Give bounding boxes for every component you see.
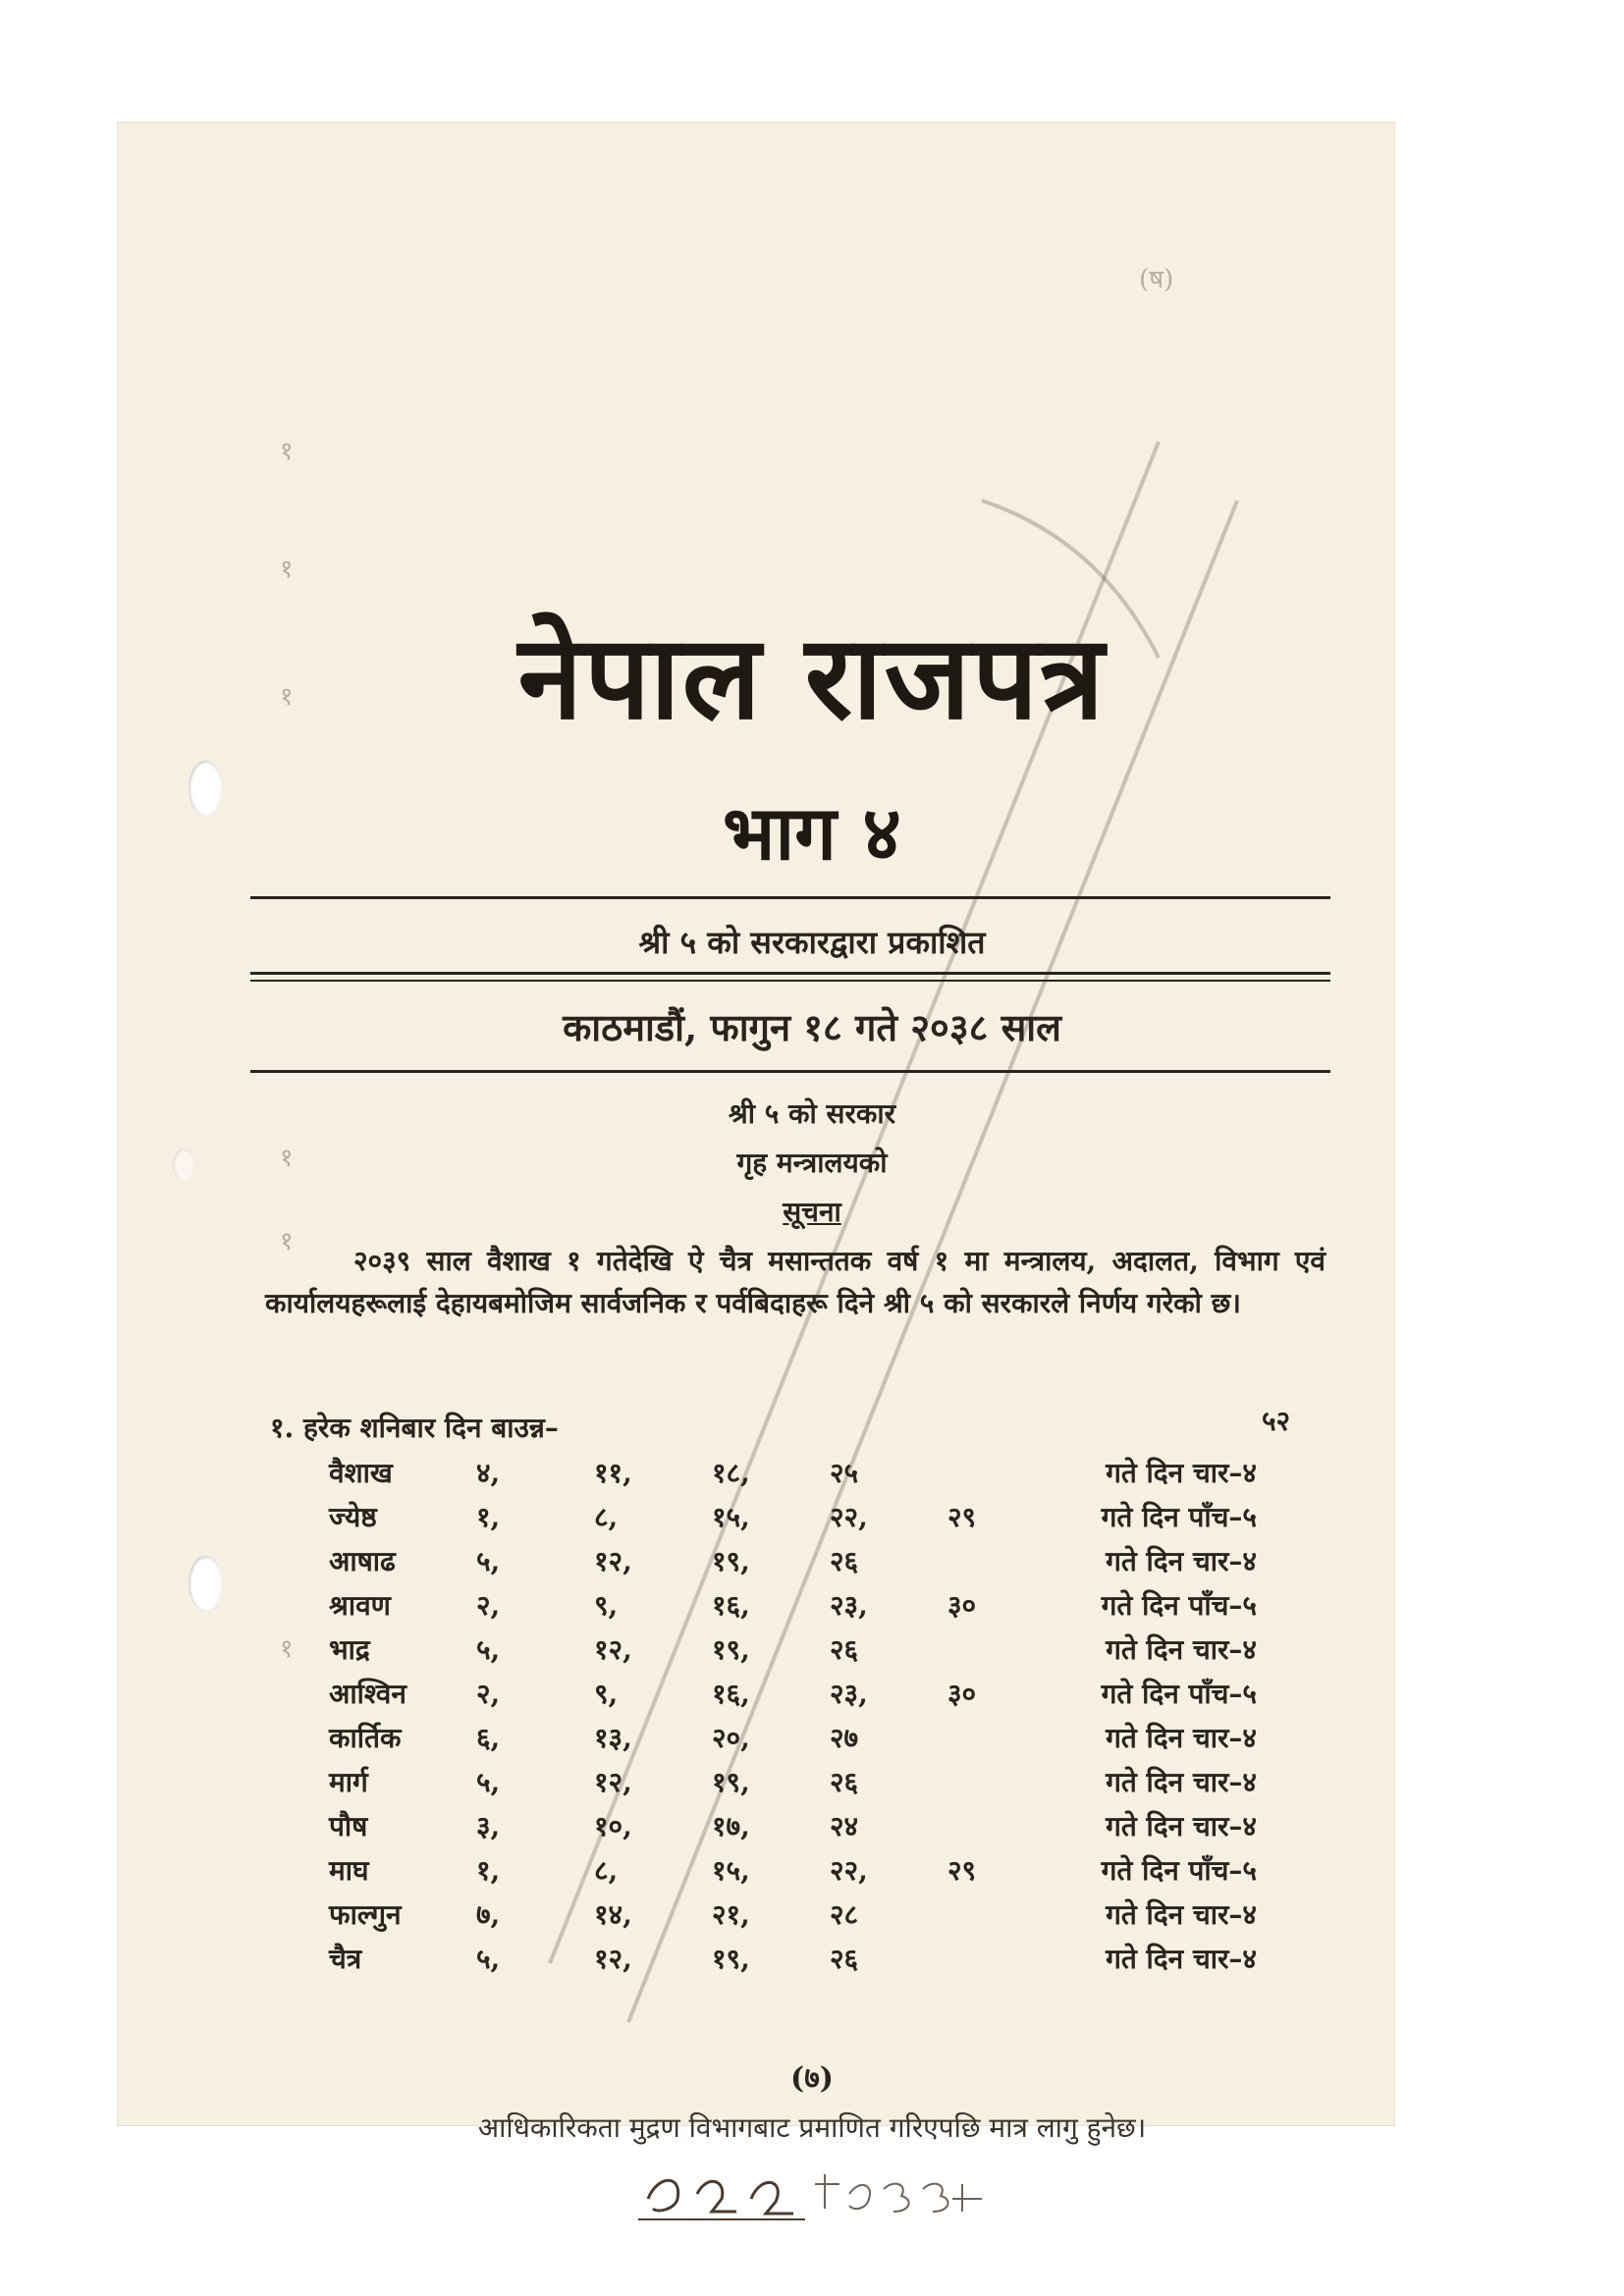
- holiday-date: ११,: [594, 1456, 632, 1489]
- holiday-date: ६,: [476, 1721, 501, 1754]
- divider: [250, 972, 1330, 975]
- holiday-month: भाद्र: [329, 1632, 370, 1666]
- holiday-date: २९: [947, 1853, 977, 1887]
- bleed-mark: (ष): [1139, 265, 1174, 294]
- holiday-row: [329, 1671, 1257, 1715]
- page-number: (७): [790, 2061, 834, 2096]
- holiday-date: [947, 1715, 1031, 1759]
- holiday-date: ४,: [476, 1456, 501, 1489]
- item-count: ५२: [1262, 1405, 1291, 1437]
- item-heading: १. हरेक शनिबार दिन बाउन्न–: [270, 1412, 559, 1444]
- divider: [250, 896, 1330, 899]
- holiday-date: २,: [476, 1588, 501, 1622]
- holiday-date: १,: [476, 1853, 501, 1887]
- notice-intro-text: २०३९ साल वैशाख १ गतेदेखि ऐ चैत्र मसान्ततक वर्ष १ मा मन्त्रालय, अदालत, विभाग एवं कार्यालयहरूलाई देहायबमोजिम सार्वजनिक र पर्वबिदाहरू दिने श्री ५ को सरकारले निर्णय गरेको छ।: [265, 1245, 1326, 1319]
- holiday-date: १७,: [712, 1809, 750, 1842]
- holiday-date: २,: [476, 1677, 501, 1710]
- holiday-date: २०,: [712, 1721, 750, 1754]
- holiday-date: १२,: [594, 1544, 632, 1577]
- holiday-date: [947, 1627, 1031, 1671]
- holiday-date: [947, 1538, 1031, 1582]
- holiday-date: १६,: [712, 1677, 750, 1710]
- holiday-count-note: गते दिन पाँच–५: [1101, 1588, 1257, 1622]
- bleed-mark: १: [280, 1144, 294, 1173]
- bleed-mark: १: [280, 437, 294, 466]
- holiday-date: [947, 1803, 1031, 1847]
- holiday-month: वैशाख: [329, 1456, 393, 1489]
- holiday-month: श्रावण: [329, 1588, 391, 1622]
- gazette-part: भाग ४: [723, 789, 901, 877]
- holiday-date: १४,: [594, 1897, 632, 1931]
- holiday-date: १२,: [594, 1765, 632, 1798]
- divider: [250, 1070, 1330, 1073]
- holiday-date: २२,: [830, 1853, 868, 1887]
- holiday-date: ५,: [476, 1765, 501, 1798]
- holiday-table-body: [329, 1450, 1257, 1980]
- holiday-date: २४: [830, 1809, 859, 1842]
- holiday-date: [947, 1759, 1031, 1803]
- holiday-count-note: गते दिन पाँच–५: [1101, 1677, 1257, 1710]
- holiday-row: [329, 1759, 1257, 1803]
- holiday-date: ५,: [476, 1544, 501, 1577]
- holiday-count-note: गते दिन चार–४: [1106, 1721, 1257, 1754]
- holiday-date: २९: [947, 1500, 977, 1533]
- holiday-date: १९,: [712, 1942, 750, 1975]
- divider: [250, 980, 1330, 982]
- holiday-date: ८,: [594, 1500, 619, 1533]
- holiday-row: [329, 1936, 1257, 1980]
- holiday-row: [329, 1582, 1257, 1627]
- notice-intro: [265, 1240, 1326, 1324]
- holiday-date: २३,: [830, 1677, 868, 1710]
- notice-ministry: गृह मन्त्रालयको: [736, 1147, 888, 1179]
- holiday-date: ८,: [594, 1853, 619, 1887]
- holiday-date: १३,: [594, 1721, 632, 1754]
- holiday-row: [329, 1847, 1257, 1892]
- holiday-date: १९,: [712, 1765, 750, 1798]
- holiday-month: ज्येष्ठ: [329, 1500, 377, 1533]
- holiday-month: आश्विन: [329, 1677, 406, 1710]
- holiday-date: ३०: [947, 1677, 977, 1710]
- holiday-date: १९,: [712, 1544, 750, 1577]
- holiday-month: पौष: [329, 1809, 368, 1842]
- holiday-date: १२,: [594, 1632, 632, 1666]
- holiday-month: चैत्र: [329, 1942, 362, 1975]
- holiday-date: २१,: [712, 1897, 750, 1931]
- gazette-title: नेपाल राजपत्र: [517, 609, 1107, 745]
- holiday-date: २५: [830, 1456, 859, 1489]
- holiday-count-note: गते दिन चार–४: [1106, 1632, 1257, 1666]
- holiday-date: २७: [830, 1721, 859, 1754]
- holiday-date: १५,: [712, 1853, 750, 1887]
- holiday-date: १२,: [594, 1942, 632, 1975]
- notice-authority: श्री ५ को सरकार: [728, 1097, 896, 1130]
- holiday-date: ५,: [476, 1632, 501, 1666]
- holiday-date: १९,: [712, 1632, 750, 1666]
- holiday-date: ९,: [594, 1588, 619, 1622]
- holiday-date: ५,: [476, 1942, 501, 1975]
- holiday-month: कार्तिक: [329, 1721, 402, 1754]
- holiday-date: २२,: [830, 1500, 868, 1533]
- holiday-date: १८,: [712, 1456, 750, 1489]
- holiday-date: ३,: [476, 1809, 501, 1842]
- holiday-date: ९,: [594, 1677, 619, 1710]
- holiday-count-note: गते दिन चार–४: [1106, 1809, 1257, 1842]
- bleed-mark: १: [280, 1634, 294, 1664]
- saturday-holiday-table: [329, 1450, 1257, 1980]
- holiday-month: आषाढ: [329, 1544, 396, 1577]
- holiday-date: २३,: [830, 1588, 868, 1622]
- punch-hole-bottom: [189, 1556, 222, 1611]
- notice-heading: सूचना: [783, 1196, 841, 1228]
- holiday-count-note: गते दिन चार–४: [1106, 1544, 1257, 1577]
- dateline: काठमाडौं, फागुन १८ गते २०३८ साल: [563, 1005, 1061, 1049]
- handwritten-annotation: [628, 2155, 1001, 2223]
- footer-note: आधिकारिकता मुद्रण विभागबाट प्रमाणित गरिएपछि मात्र लागु हुनेछ।: [477, 2111, 1147, 2144]
- holiday-date: २६: [830, 1632, 859, 1666]
- bleed-mark: १: [280, 1227, 294, 1256]
- holiday-row: [329, 1803, 1257, 1847]
- holiday-date: ३०: [947, 1588, 977, 1622]
- holiday-date: [947, 1936, 1031, 1980]
- holiday-date: २८: [830, 1897, 859, 1931]
- holiday-date: १,: [476, 1500, 501, 1533]
- holiday-row: [329, 1627, 1257, 1671]
- holiday-row: [329, 1538, 1257, 1582]
- bleed-mark: १: [280, 555, 294, 584]
- holiday-row: [329, 1892, 1257, 1936]
- holiday-date: १०,: [594, 1809, 632, 1842]
- holiday-count-note: गते दिन पाँच–५: [1101, 1853, 1257, 1887]
- holiday-count-note: गते दिन चार–४: [1106, 1897, 1257, 1931]
- holiday-date: २६: [830, 1942, 859, 1975]
- bleed-mark: १: [280, 682, 294, 712]
- holiday-row: [329, 1494, 1257, 1538]
- holiday-count-note: गते दिन चार–४: [1106, 1456, 1257, 1489]
- holiday-count-note: गते दिन पाँच–५: [1101, 1500, 1257, 1533]
- holiday-date: १६,: [712, 1588, 750, 1622]
- holiday-row: [329, 1450, 1257, 1494]
- holiday-count-note: गते दिन चार–४: [1106, 1765, 1257, 1798]
- holiday-month: माघ: [329, 1853, 369, 1887]
- holiday-date: १५,: [712, 1500, 750, 1533]
- publisher-line: श्री ५ को सरकारद्वारा प्रकाशित: [638, 924, 986, 961]
- holiday-count-note: गते दिन चार–४: [1106, 1942, 1257, 1975]
- holiday-date: ७,: [476, 1897, 501, 1931]
- holiday-date: [947, 1892, 1031, 1936]
- holiday-date: २६: [830, 1765, 859, 1798]
- holiday-row: [329, 1715, 1257, 1759]
- holiday-date: २६: [830, 1544, 859, 1577]
- holiday-month: मार्ग: [329, 1765, 368, 1798]
- holiday-date: [947, 1450, 1031, 1494]
- holiday-month: फाल्गुन: [329, 1897, 402, 1931]
